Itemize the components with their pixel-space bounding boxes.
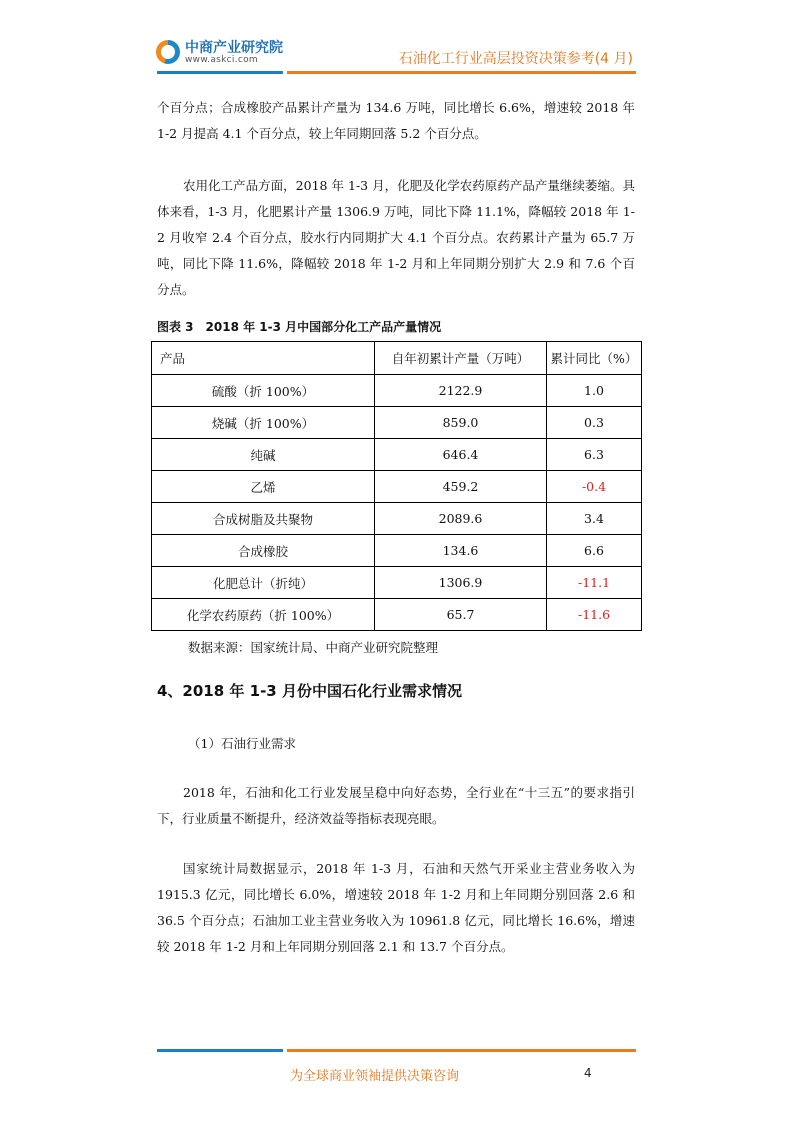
section-subtitle: （1）石油行业需求 <box>188 736 296 751</box>
cell-product: 合成橡胶 <box>152 535 375 567</box>
col-header-yoy: 累计同比（%） <box>547 342 642 375</box>
cell-yoy: -0.4 <box>547 471 642 503</box>
table-row <box>152 439 642 471</box>
logo-name: 中商产业研究院 <box>185 40 283 56</box>
col-header-product: 产品 <box>152 342 375 375</box>
cell-yoy: -11.1 <box>547 567 642 599</box>
cell-product: 化学农药原药（折 100%） <box>152 599 375 631</box>
cell-value: 134.6 <box>375 535 547 567</box>
cell-value: 65.7 <box>375 599 547 631</box>
production-table <box>151 341 642 631</box>
logo-url: www.askci.com <box>185 55 258 65</box>
cell-value: 859.0 <box>375 407 547 439</box>
cell-yoy: 1.0 <box>547 375 642 407</box>
cell-yoy: 6.3 <box>547 439 642 471</box>
cell-product: 乙烯 <box>152 471 375 503</box>
cell-product: 硫酸（折 100%） <box>152 375 375 407</box>
cell-value: 2089.6 <box>375 503 547 535</box>
cell-yoy: -11.6 <box>547 599 642 631</box>
company-logo <box>156 37 286 67</box>
paragraph-revenue-stats: 国家统计局数据显示，2018 年 1-3 月，石油和天然气开采业主营业务收入为 1915.3 亿元，同比增长 6.0%，增速较 2018 年 1-2 月和上年同期分别回落 2.6 和 36.5 个百分点；石油加工业主营业务收入为 10961.8 亿元，同比增长 16.6%，增速较 2018 年 1-2 月和上年同期分别回落 2.1 和 13.7 个百分点。 <box>157 861 635 954</box>
cell-product: 合成树脂及共聚物 <box>152 503 375 535</box>
cell-yoy: 6.6 <box>547 535 642 567</box>
cell-yoy: 3.4 <box>547 503 642 535</box>
cell-product: 烧碱（折 100%） <box>152 407 375 439</box>
cell-value: 459.2 <box>375 471 547 503</box>
table-row <box>152 503 642 535</box>
table-row <box>152 535 642 567</box>
header-rule-blue <box>157 71 283 74</box>
footer-rule-blue <box>157 1049 283 1052</box>
logo-mark-icon <box>156 40 180 64</box>
paragraph-rubber: 个百分点；合成橡胶产品累计产量为 134.6 万吨，同比增长 6.6%，增速较 2018 年 1-2 月提高 4.1 个百分点，较上年同期回落 5.2 个百分点。 <box>157 100 635 141</box>
header-rule-orange <box>287 71 636 74</box>
footer-rule-orange <box>287 1049 636 1052</box>
table-header-row <box>152 342 642 375</box>
table-row <box>152 375 642 407</box>
table-row <box>152 599 642 631</box>
cell-product: 化肥总计（折纯） <box>152 567 375 599</box>
section-title: 4、2018 年 1-3 月份中国石化行业需求情况 <box>157 682 462 700</box>
table-source: 数据来源：国家统计局、中商产业研究院整理 <box>188 640 439 655</box>
cell-yoy: 0.3 <box>547 407 642 439</box>
cell-product: 纯碱 <box>152 439 375 471</box>
table-row <box>152 567 642 599</box>
footer-slogan: 为全球商业领袖提供决策咨询 <box>290 1069 460 1084</box>
cell-value: 2122.9 <box>375 375 547 407</box>
paragraph-agrochemicals: 农用化工产品方面，2018 年 1-3 月，化肥及化学农药原药产品产量继续萎缩。具体来看，1-3 月，化肥累计产量 1306.9 万吨，同比下降 11.1%，降幅较 2018 年 1-2 月收窄 2.4 个百分点，胶水行内同期扩大 4.1 个百分点。农药累计产量为 65.7 万吨，同比下降 11.6%，降幅较 2018 年 1-2 月和上年同期分别扩大 2.9 和 7.6 个百分点。 <box>157 178 635 297</box>
paragraph-industry-outlook: 2018 年，石油和化工行业发展呈稳中向好态势，全行业在“十三五”的要求指引下，行业质量不断提升，经济效益等指标表现亮眼。 <box>157 785 635 826</box>
table-row <box>152 471 642 503</box>
table-caption: 图表 3 2018 年 1-3 月中国部分化工产品产量情况 <box>157 320 442 334</box>
table-row <box>152 407 642 439</box>
cell-value: 1306.9 <box>375 567 547 599</box>
page-number: 4 <box>584 1066 592 1080</box>
header-title: 石油化工行业高层投资决策参考(4 月) <box>398 51 633 67</box>
col-header-output: 自年初累计产量（万吨） <box>375 342 547 375</box>
cell-value: 646.4 <box>375 439 547 471</box>
